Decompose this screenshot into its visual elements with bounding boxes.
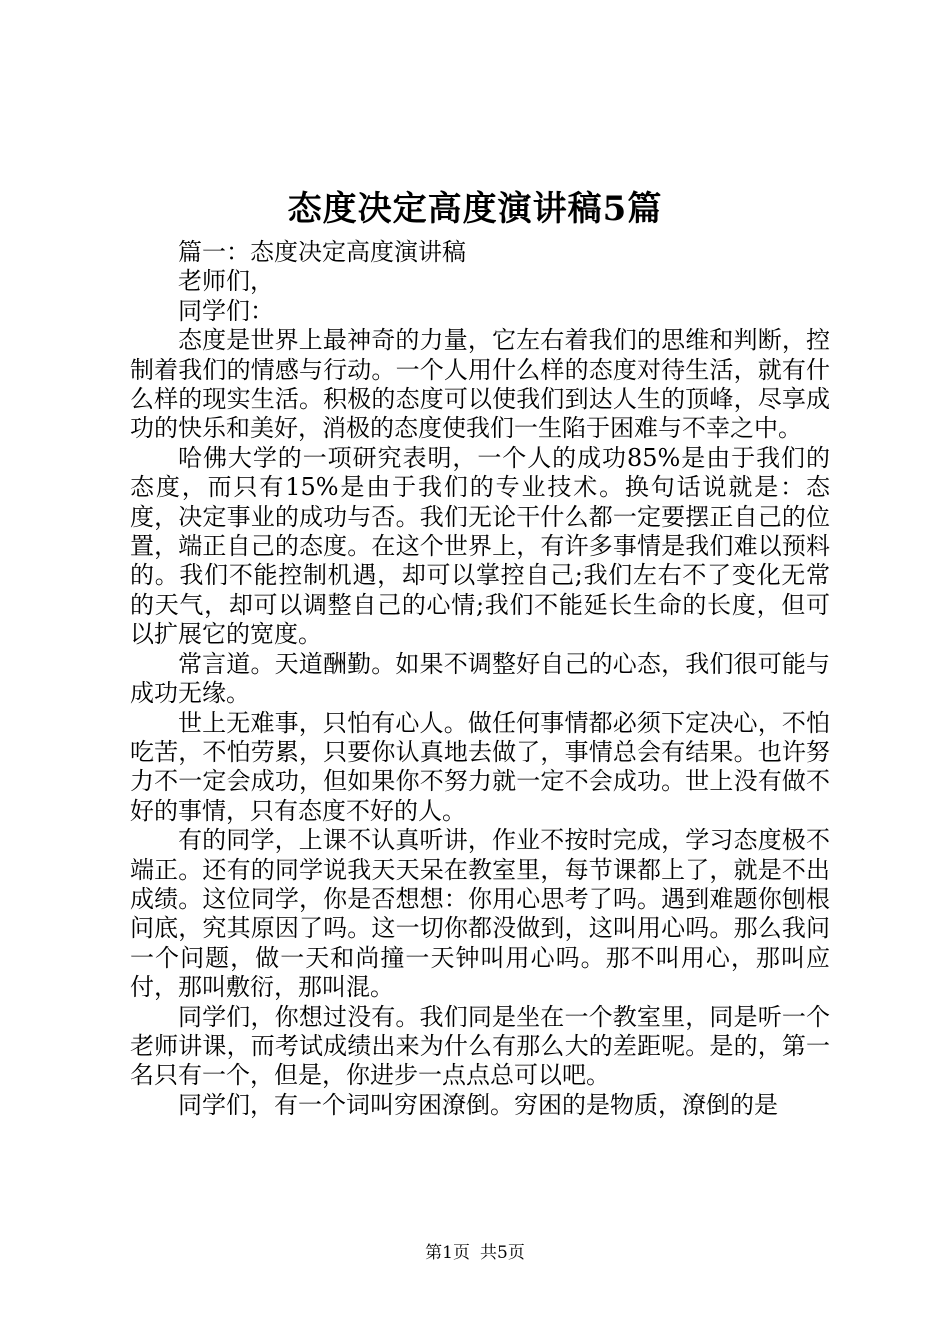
- paragraph: 同学们，有一个词叫穷困潦倒。穷困的是物质，潦倒的是: [178, 1090, 778, 1119]
- paragraph: 态度是世界上最神奇的力量，它左右着我们的思维和判断，控制着我们的情感与行动。一个人用什么样的态度对待生活，就有什么样的现实生活。积极的态度可以使我们到达人生的顶峰，尽享成功的快乐和美好，消极的态度使我们一生陷于困难与不幸之中。: [130, 326, 830, 443]
- paragraph: 同学们，你想过没有。我们同是坐在一个教室里，同是听一个老师讲课，而考试成绩出来为什么有那么大的差距呢。是的，第一名只有一个，但是，你进步一点点总可以吧。: [130, 1002, 830, 1090]
- document-title: 态度决定高度演讲稿5篇: [287, 189, 663, 229]
- document-body: [130, 238, 830, 1120]
- paragraph: 世上无难事，只怕有心人。做任何事情都必须下定决心，不怕吃苦，不怕劳累，只要你认真地去做了，事情总会有结果。也许努力不一定会成功，但如果你不努力就一定不会成功。世上没有做不好的事情，只有态度不好的人。: [130, 708, 830, 825]
- paragraph: 常言道。天道酬勤。如果不调整好自己的心态，我们很可能与成功无缘。: [130, 649, 830, 708]
- page-number: 第1页: [425, 1243, 470, 1263]
- paragraph: 有的同学，上课不认真听讲，作业不按时完成，学习态度极不端正。还有的同学说我天天呆在教室里，每节课都上了，就是不出成绩。这位同学，你是否想想：你用心思考了吗。遇到难题你刨根问底，究其原因了吗。这一切你都没做到，这叫用心吗。那么我问一个问题，做一天和尚撞一天钟叫用心吗。那不叫用心，那叫应付，那叫敷衍，那叫混。: [130, 826, 830, 1002]
- page-total: 共5页: [480, 1243, 525, 1263]
- salutation-students: 同学们：: [178, 296, 274, 325]
- paragraph: 哈佛大学的一项研究表明，一个人的成功85%是由于我们的态度，而只有15%是由于我们的专业技术。换句话说就是：态度，决定事业的成功与否。我们无论干什么都一定要摆正自己的位置，端正自己的态度。在这个世界上，有许多事情是我们难以预料的。我们不能控制机遇，却可以掌控自己;我们左右不了变化无常的天气，却可以调整自己的心情;我们不能延长生命的长度，但可以扩展它的宽度。: [130, 443, 830, 649]
- section-heading: 篇一：态度决定高度演讲稿: [178, 238, 466, 266]
- page-footer: [0, 1241, 950, 1265]
- salutation-teachers: 老师们，: [178, 267, 274, 296]
